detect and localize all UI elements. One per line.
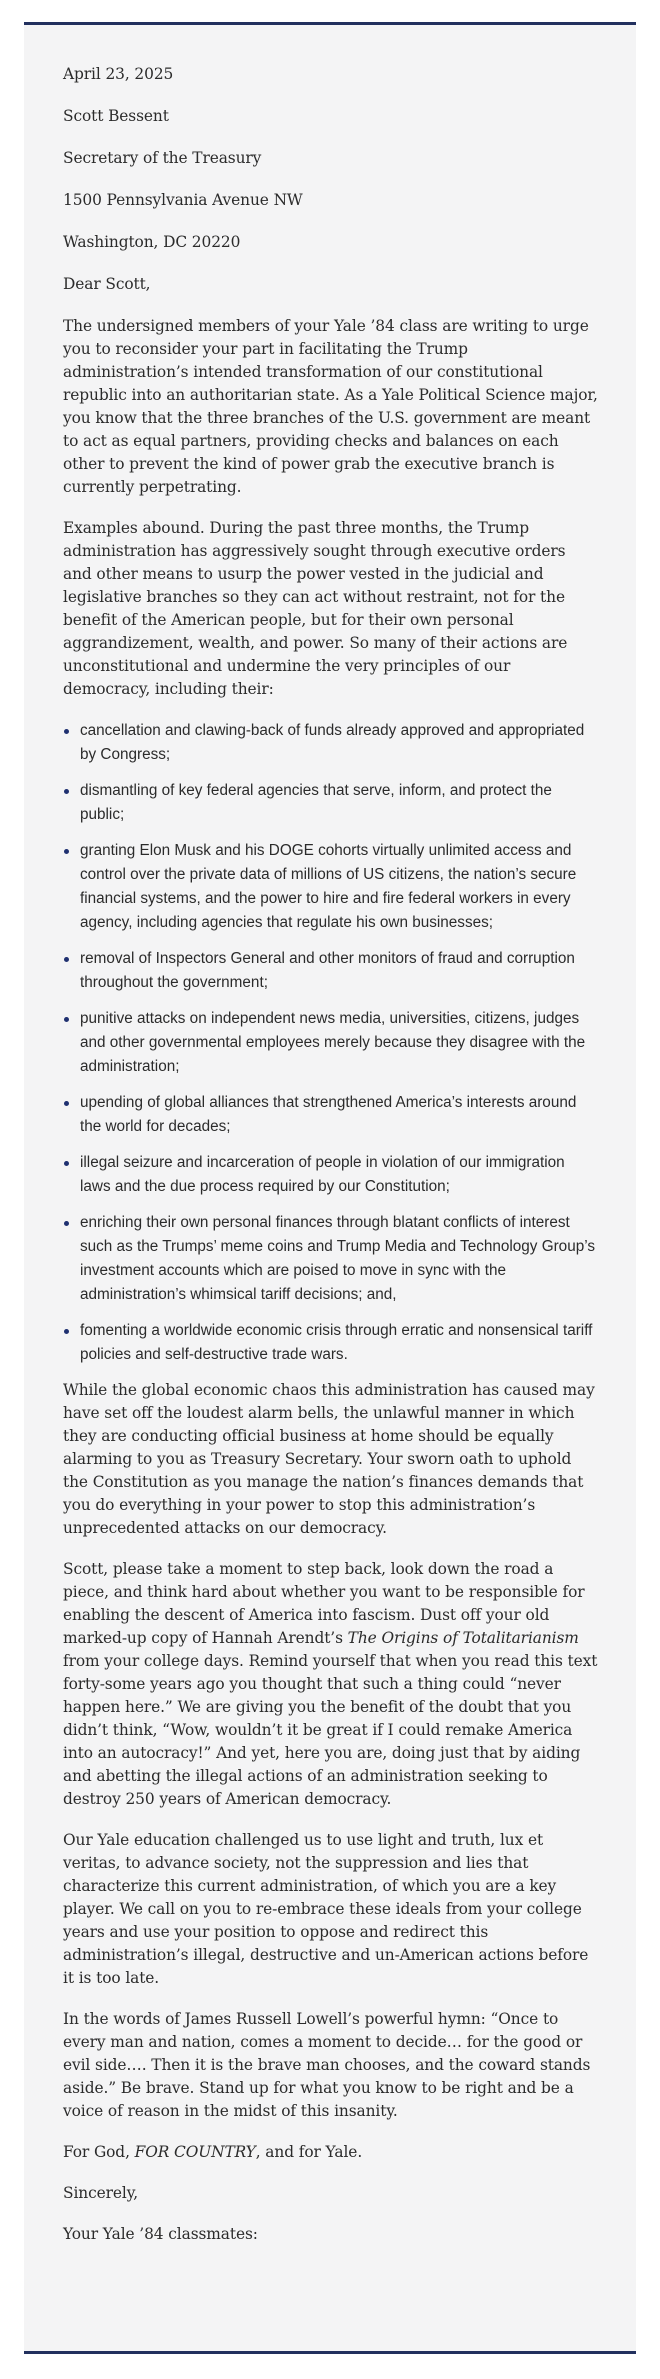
list-item-text: enriching their own personal finances through blatant conflicts of interest such as the Trumps’ meme coins and Trump Media and Technology Group’s investment accounts which are poised to move in sync with the administration’s whimsical tariff decisions; and, xyxy=(80,1214,595,1303)
list-item xyxy=(63,1091,598,1139)
letter-date: April 23, 2025 xyxy=(63,65,174,83)
list-item xyxy=(63,1007,598,1079)
list-item-text: removal of Inspectors General and other monitors of fraud and corruption throughout the government; xyxy=(80,950,575,991)
closing-motto-part-1: For God, xyxy=(63,2143,135,2161)
recipient-name: Scott Bessent xyxy=(63,107,169,125)
list-item xyxy=(63,1319,598,1367)
letter-body xyxy=(24,25,636,2351)
signature-line: Your Yale ’84 classmates: xyxy=(63,2225,258,2243)
paragraph-economic-chaos: While the global economic chaos this administration has caused may have set off the loudest alarm bells, the unlawful manner in which they are conducting official business at home should be equally alarming to you as Treasury Secretary. Your sworn oath to uphold the Constitution as you manage the nation’s finances demands that you do everything in your power to stop this administration’s unprecedented attacks on our democracy. xyxy=(63,1381,595,1537)
paragraph-examples: Examples abound. During the past three months, the Trump administration has aggressively sought through executive orders and other means to usurp the power vested in the judicial and legislative branches so they can act without restraint, not for the benefit of the American people, but for their own personal aggrandizement, wealth, and power. So many of their actions are unconstitutional and undermine the very principles of our democracy, including their: xyxy=(63,519,568,698)
list-item-text: fomenting a worldwide economic crisis through erratic and nonsensical tariff policies and self-destructive trade wars. xyxy=(80,1322,593,1363)
closing-motto xyxy=(63,2141,598,2164)
paragraph-arendt-text-2: from your college days. Remind yourself that when you read this text forty-some years ago you thought that such a thing could “never happen here.” We are giving you the benefit of the doubt that you didn’t think, “Wow, wouldn’t it be great if I could remake America into an autocracy!” And yet, here you are, doing just that by aiding and abetting the illegal actions of an administration seeking to destroy 250 years of American democracy. xyxy=(63,1652,598,1808)
bullet-icon xyxy=(64,1329,69,1334)
bullet-icon xyxy=(64,1017,69,1022)
list-item xyxy=(63,719,598,767)
bullet-icon xyxy=(64,1161,69,1166)
paragraph-arendt-text-1: Scott, please take a moment to step back, look down the road a piece, and think hard about whether you want to be responsible for enabling the descent of America into fascism. Dust off your old marked-up copy of Hannah Arendt’s xyxy=(63,1560,585,1647)
recipient-title: Secretary of the Treasury xyxy=(63,149,262,167)
paragraph-hymn: In the words of James Russell Lowell’s powerful hymn: “Once to every man and nation, comes a moment to decide… for the good or evil side…. Then it is the brave man chooses, and the coward stands aside.” Be brave. Stand up for what you know to be right and be a voice of reason in the midst of this insanity. xyxy=(63,2010,591,2120)
address-line-2: Washington, DC 20220 xyxy=(63,233,241,251)
bottom-rule xyxy=(24,2351,636,2354)
list-item xyxy=(63,1151,598,1199)
paragraph-yale-education: Our Yale education challenged us to use light and truth, lux et veritas, to advance society, not the suppression and lies that characterize this current administration, of which you are a key player. We call on you to re-embrace these ideals from your college years and use your position to oppose and redirect this administration’s illegal, destructive and un-American actions before it is too late. xyxy=(63,1831,589,1987)
list-item-text: cancellation and clawing-back of funds already approved and appropriated by Congress; xyxy=(80,722,585,763)
paragraph-intro: The undersigned members of your Yale ’84 class are writing to urge you to reconsider your part in facilitating the Trump administration’s intended transformation of our constitutional republic into an authoritarian state. As a Yale Political Science major, you know that the three branches of the U.S. government are meant to act as equal partners, providing checks and balances on each other to prevent the kind of power grab the executive branch is currently perpetrating. xyxy=(63,317,598,496)
bullet-icon xyxy=(64,789,69,794)
bullet-icon xyxy=(64,1101,69,1106)
bullet-icon xyxy=(64,729,69,734)
address-line-1: 1500 Pennsylvania Avenue NW xyxy=(63,191,303,209)
list-item-text: punitive attacks on independent news media, universities, citizens, judges and other governmental employees merely because they disagree with the administration; xyxy=(80,1010,586,1075)
bullet-icon xyxy=(64,849,69,854)
closing-motto-part-2: , and for Yale. xyxy=(255,2143,363,2161)
book-title: The Origins of Totalitarianism xyxy=(347,1629,579,1647)
closing-motto-emphasis: FOR COUNTRY xyxy=(134,2143,256,2161)
bullet-icon xyxy=(64,1221,69,1226)
list-item-text: granting Elon Musk and his DOGE cohorts virtually unlimited access and control over the private data of millions of US citizens, the nation’s secure financial systems, and the power to hire and fire federal workers in every agency, including agencies that regulate his own businesses; xyxy=(80,842,577,931)
grievance-list xyxy=(63,719,598,1367)
bullet-icon xyxy=(64,957,69,962)
list-item xyxy=(63,947,598,995)
list-item xyxy=(63,1211,598,1307)
list-item-text: dismantling of key federal agencies that serve, inform, and protect the public; xyxy=(80,782,552,823)
list-item-text: illegal seizure and incarceration of people in violation of our immigration laws and the due process required by our Constitution; xyxy=(80,1154,565,1195)
list-item-text: upending of global alliances that strengthened America’s interests around the world for decades; xyxy=(80,1094,577,1135)
paragraph-arendt xyxy=(63,1558,598,1811)
signoff: Sincerely, xyxy=(63,2184,139,2202)
salutation: Dear Scott, xyxy=(63,275,151,293)
list-item xyxy=(63,779,598,827)
list-item xyxy=(63,839,598,935)
